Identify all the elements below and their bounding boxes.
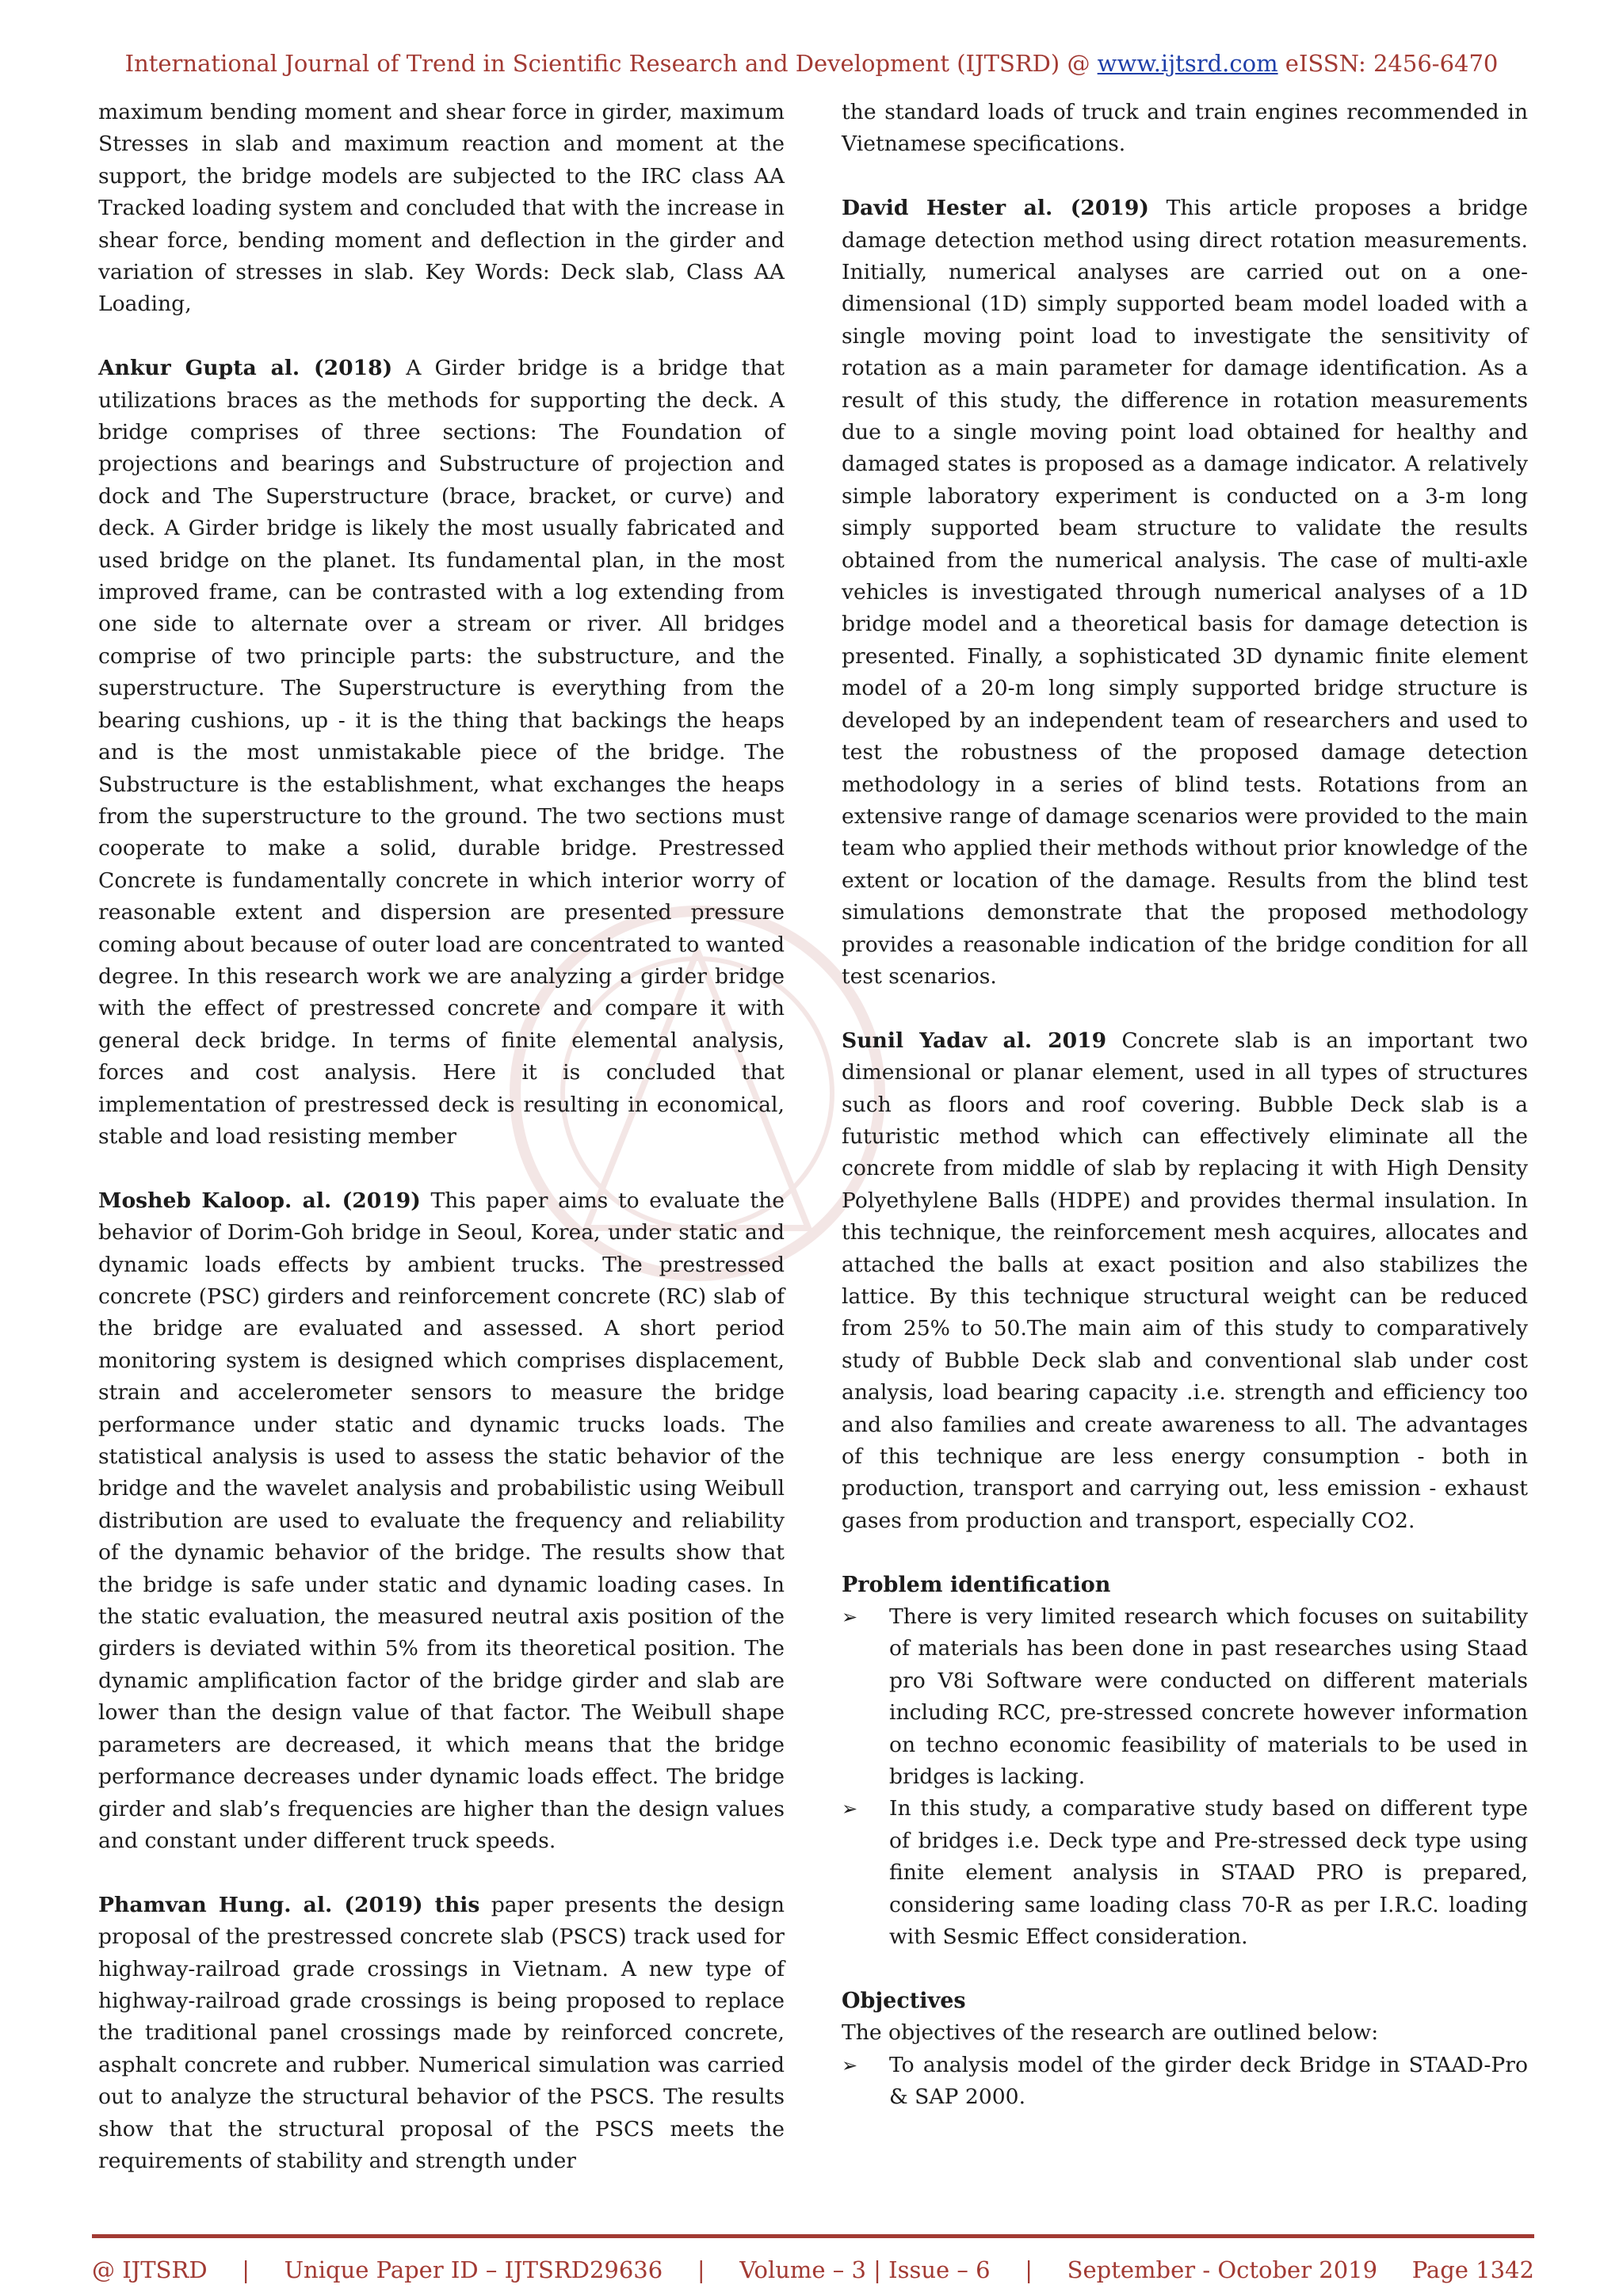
- review-ankur-gupta: [98, 353, 785, 1153]
- journal-title: International Journal of Trend in Scientific Research and Development (IJTSRD) @: [124, 50, 1098, 77]
- review-david-hester: [842, 193, 1528, 993]
- review-sunil-yadav: [842, 1025, 1528, 1538]
- footer-separator: |: [1025, 2256, 1033, 2283]
- review-text: This article proposes a bridge damage detection method using direct rotation measurements. Initially, numerical analyses are carried out on a one-dimensional (1D) simply supported beam model loaded with a single moving point load to investigate the sensitivity of rotation as a main parameter for damage identification. As a result of this study, the difference in rotation measurements due to a single moving point load obtained for healthy and damaged states is proposed as a damage indicator. A relatively simple laboratory experiment is conducted on a 3-m long simply supported beam structure to validate the results obtained from the numerical analysis. The case of multi-axle vehicles is investigated through numerical analyses of a 1D bridge model and a theoretical basis for damage detection is presented. Finally, a sophisticated 3D dynamic finite element model of a 20-m long simply supported bridge structure is developed by an independent team of researchers and used to test the robustness of the proposed damage detection methodology in a series of blind tests. Rotations from an extensive range of damage scenarios were provided to the main team who applied their methods without prior knowledge of the extent or location of the damage. Results from the blind test simulations demonstrate that the proposed methodology provides a reasonable indication of the bridge condition for all test scenarios.: [842, 196, 1528, 989]
- left-column: [98, 97, 785, 2177]
- journal-website-link[interactable]: www.ijtsrd.com: [1097, 50, 1278, 77]
- author-citation: Phamvan Hung. al. (2019) this: [98, 1892, 480, 1917]
- page-footer: [92, 2234, 1534, 2286]
- footer-volume-issue: Volume – 3 | Issue – 6: [739, 2256, 991, 2283]
- footer-paper-id: Unique Paper ID – IJTSRD29636: [284, 2256, 663, 2283]
- problem-identification-heading: Problem identification: [842, 1572, 1111, 1597]
- list-item-text: In this study, a comparative study based on different type of bridges i.e. Deck type and Pre-stressed deck type using finite element analysis in STAAD PRO is prepared, considering same loading class 70-R as per I.R.C. loading with Sesmic Effect consideration.: [889, 1796, 1528, 1950]
- list-item-text: There is very limited research which focuses on suitability of materials has been done in past researches using Staad pro V8i Software were conducted on different materials including RCC, pre-stressed concrete however information on techno economic feasibility of materials to be used in bridges is lacking.: [889, 1604, 1528, 1790]
- left-paragraph-continued: maximum bending moment and shear force in girder, maximum Stresses in slab and maximum reaction and moment at the support, the bridge models are subjected to the IRC class AA Tracked loading system and concluded that with the increase in shear force, bending moment and deflection in the girder and variation of stresses in slab. Key Words: Deck slab, Class AA Loading,: [98, 100, 785, 317]
- list-item: [842, 1601, 1528, 1793]
- footer-separator: |: [242, 2256, 250, 2283]
- arrow-bullet-icon: ➢: [842, 1606, 858, 1629]
- footer-brand: @ IJTSRD: [92, 2256, 208, 2283]
- arrow-bullet-icon: ➢: [842, 1798, 858, 1821]
- objectives-heading: Objectives: [842, 1988, 966, 2013]
- review-phamvan-hung: [98, 1890, 785, 2178]
- review-text: A Girder bridge is a bridge that utilizations braces as the methods for supporting the deck. A bridge comprises of three sections: The Foundation of projections and bearings and Substructure of projection and dock and The Superstructure (brace, bracket, or curve) and deck. A Girder bridge is likely the most usually fabricated and used bridge on the planet. Its fundamental plan, in the most improved frame, can be contrasted with a log extending from one side to alternate over a stream or river. All bridges comprise of two principle parts: the substructure, and the superstructure. The Superstructure is everything from the bearing cushions, up - it is the thing that backings the heaps and is the most unmistakable piece of the bridge. The Substructure is the establishment, what exchanges the heaps from the superstructure to the ground. The two sections must cooperate to make a solid, durable bridge. Prestressed Concrete is fundamentally concrete in which interior worry of reasonable extent and dispersion are presented pressure coming about because of outer load are concentrated to wanted degree. In this research work we are analyzing a girder bridge with the effect of prestressed concrete and compare it with general deck bridge. In terms of finite elemental analysis, forces and cost analysis. Here it is concluded that implementation of prestressed deck is resulting in economical, stable and load resisting member: [98, 356, 785, 1149]
- list-item: [842, 1793, 1528, 1953]
- footer-separator: |: [697, 2256, 705, 2283]
- review-text: paper presents the design proposal of the prestressed concrete slab (PSCS) track used for highway-railroad grade crossings in Vietnam. A new type of highway-railroad grade crossings is being proposed to replace the traditional panel crossings made by reinforced concrete, asphalt concrete and rubber. Numerical simulation was carried out to analyze the structural behavior of the PSCS. The results show that the structural proposal of the PSCS meets the requirements of stability and strength under: [98, 1892, 785, 2173]
- running-header: [0, 48, 1623, 79]
- journal-issn: eISSN: 2456-6470: [1277, 50, 1499, 77]
- footer-date: September - October 2019: [1067, 2256, 1378, 2283]
- list-item: [842, 2050, 1528, 2114]
- objectives-intro: The objectives of the research are outlined below:: [842, 2020, 1379, 2046]
- footer-page-number: Page 1342: [1411, 2256, 1534, 2283]
- author-citation: Ankur Gupta al. (2018): [98, 356, 393, 381]
- arrow-bullet-icon: ➢: [842, 2054, 858, 2077]
- review-mosheb-kaloop: [98, 1185, 785, 1858]
- author-citation: Mosheb Kaloop. al. (2019): [98, 1188, 421, 1213]
- list-item-text: To analysis model of the girder deck Bridge in STAAD-Pro & SAP 2000.: [889, 2052, 1528, 2110]
- right-paragraph-continued: the standard loads of truck and train engines recommended in Vietnamese specifications.: [842, 100, 1528, 157]
- author-citation: Sunil Yadav al. 2019: [842, 1028, 1107, 1053]
- review-text: This paper aims to evaluate the behavior of Dorim-Goh bridge in Seoul, Korea, under static and dynamic loads effects by ambient trucks. The prestressed concrete (PSC) girders and reinforcement concrete (RC) slab of the bridge are evaluated and assessed. A short period monitoring system is designed which comprises displacement, strain and accelerometer sensors to measure the bridge performance under static and dynamic trucks loads. The statistical analysis is used to assess the static behavior of the bridge and the wavelet analysis and probabilistic using Weibull distribution are used to evaluate the frequency and reliability of the dynamic behavior of the bridge. The results show that the bridge is safe under static and dynamic loading cases. In the static evaluation, the measured neutral axis position of the girders is deviated within 5% from its theoretical position. The dynamic amplification factor of the bridge girder and slab are lower than the design value of that factor. The Weibull shape parameters are decreased, it which means that the bridge performance decreases under dynamic loads effect. The bridge girder and slab’s frequencies are higher than the design values and constant under different truck speeds.: [98, 1188, 785, 1853]
- author-citation: David Hester al. (2019): [842, 196, 1149, 221]
- review-text: Concrete slab is an important two dimensional or planar element, used in all types of structures such as floors and roof covering. Bubble Deck slab is a futuristic method which can effectively eliminate all the concrete from middle of slab by replacing it with High Density Polyethylene Balls (HDPE) and provides thermal insulation. In this technique, the reinforcement mesh acquires, allocates and attached the balls at exact position and also stabilizes the lattice. By this technique structural weight can be reduced from 25% to 50.The main aim of this study to comparatively study of Bubble Deck slab and conventional slab under cost analysis, load bearing capacity .i.e. strength and efficiency too and also families and create awareness to all. The advantages of this technique are less energy consumption - both in production, transport and carrying out, less emission - exhaust gases from production and transport, especially CO2.: [842, 1028, 1528, 1533]
- right-column: [842, 97, 1528, 2114]
